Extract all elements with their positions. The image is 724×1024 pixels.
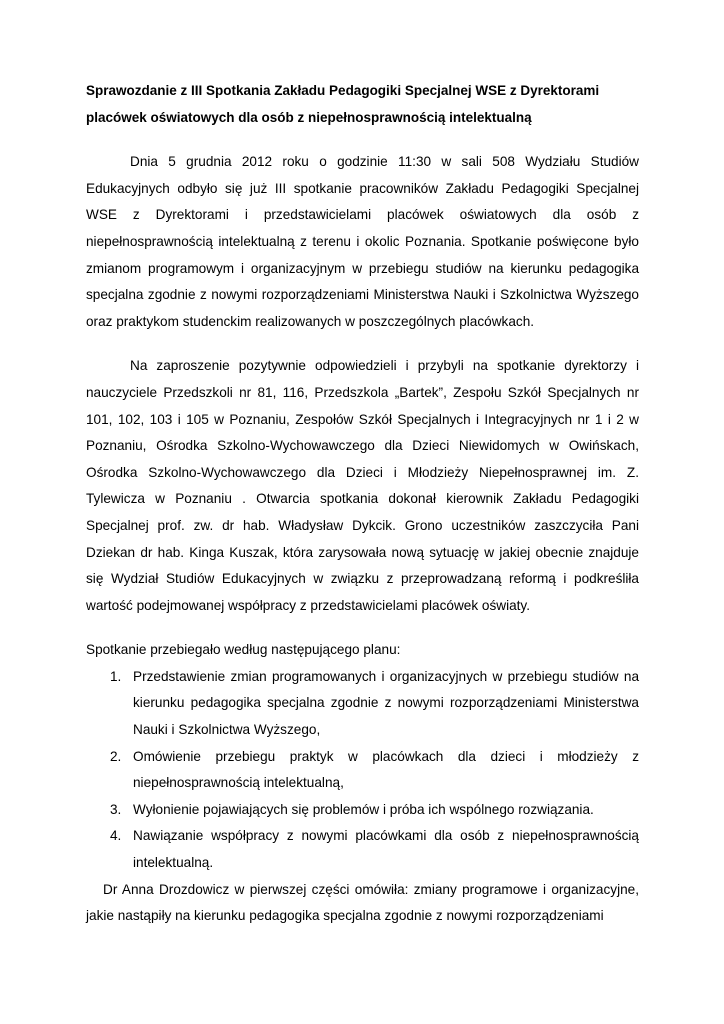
plan-item xyxy=(86,664,639,744)
plan-intro: Spotkanie przebiegało według następującego planu: xyxy=(86,642,401,658)
plan-item-text: Przedstawienie zmian programowanych i organizacyjnych w przebiegu studiów na kierunku pedagogika specjalna zgodnie z nowymi rozporządzeniami Ministerstwa Nauki i Szkolnictwa Wyższego, xyxy=(133,668,639,738)
plan-item xyxy=(86,744,639,797)
plan-item-text: Omówienie przebiegu praktyk w placówkach dla dzieci i młodzieży z niepełnosprawnością intelektualną, xyxy=(133,748,639,791)
plan-item xyxy=(86,823,639,876)
plan-item-number: 2. xyxy=(110,748,122,764)
paragraph-first-part-summary: Dr Anna Drozdowicz w pierwszej części omówiła: zmiany programowe i organizacyjne, jakie nastąpiły na kierunku pedagogika specjalna zgodnie z nowymi rozporządzeniami xyxy=(86,881,639,924)
plan-item-text: Nawiązanie współpracy z nowymi placówkami dla osób z niepełnosprawnością intelektualną. xyxy=(133,828,639,871)
document-page xyxy=(86,78,639,930)
plan-item-number: 1. xyxy=(110,668,122,684)
plan-item-text: Wyłonienie pojawiających się problemów i próba ich wspólnego rozwiązania. xyxy=(133,801,594,817)
paragraph-meeting-info: Dnia 5 grudnia 2012 roku o godzinie 11:30 w sali 508 Wydziału Studiów Edukacyjnych odbyło się już III spotkanie pracowników Zakładu Pedagogiki Specjalnej WSE z Dyrektorami i przedstawicielami placówek oświatowych dla osób z niepełnosprawnością intelektualną z terenu i okolic Poznania. Spotkanie poświęcone było zmianom programowym i organizacyjnym w przebiegu studiów na kierunku pedagogika specjalna zgodnie z nowymi rozporządzeniami Ministerstwa Nauki i Szkolnictwa Wyższego oraz praktykom studenckim realizowanych w poszczególnych placówkach. xyxy=(86,154,639,329)
plan-item-number: 4. xyxy=(110,828,122,844)
plan-item xyxy=(86,797,639,824)
plan-item-number: 3. xyxy=(110,801,122,817)
document-title: Sprawozdanie z III Spotkania Zakładu Pedagogiki Specjalnej WSE z Dyrektorami placówek oświatowych dla osób z niepełnosprawnością intelektualną xyxy=(86,83,600,125)
plan-list xyxy=(86,664,639,877)
paragraph-participants: Na zaproszenie pozytywnie odpowiedzieli i przybyli na spotkanie dyrektorzy i nauczyciele Przedszkoli nr 81, 116, Przedszkola „Bartek”, Zespołu Szkół Specjalnych nr 101, 102, 103 i 105 w Poznaniu, Zespołów Szkół Specjalnych i Integracyjnych nr 1 i 2 w Poznaniu, Ośrodka Szkolno-Wychowawczego dla Dzieci Niewidomych w Owińskach, Ośrodka Szkolno-Wychowawczego dla Dzieci i Młodzieży Niepełnosprawnej im. Z. Tylewicza w Poznaniu . Otwarcia spotkania dokonał kierownik Zakładu Pedagogiki Specjalnej prof. zw. dr hab. Władysław Dykcik. Grono uczestników zaszczyciła Pani Dziekan dr hab. Kinga Kuszak, która zarysowała nową sytuację w jakiej obecnie znajduje się Wydział Studiów Edukacyjnych w związku z przeprowadzaną reformą i podkreśliła wartość podejmowanej współpracy z przedstawicielami placówek oświaty. xyxy=(86,358,639,613)
